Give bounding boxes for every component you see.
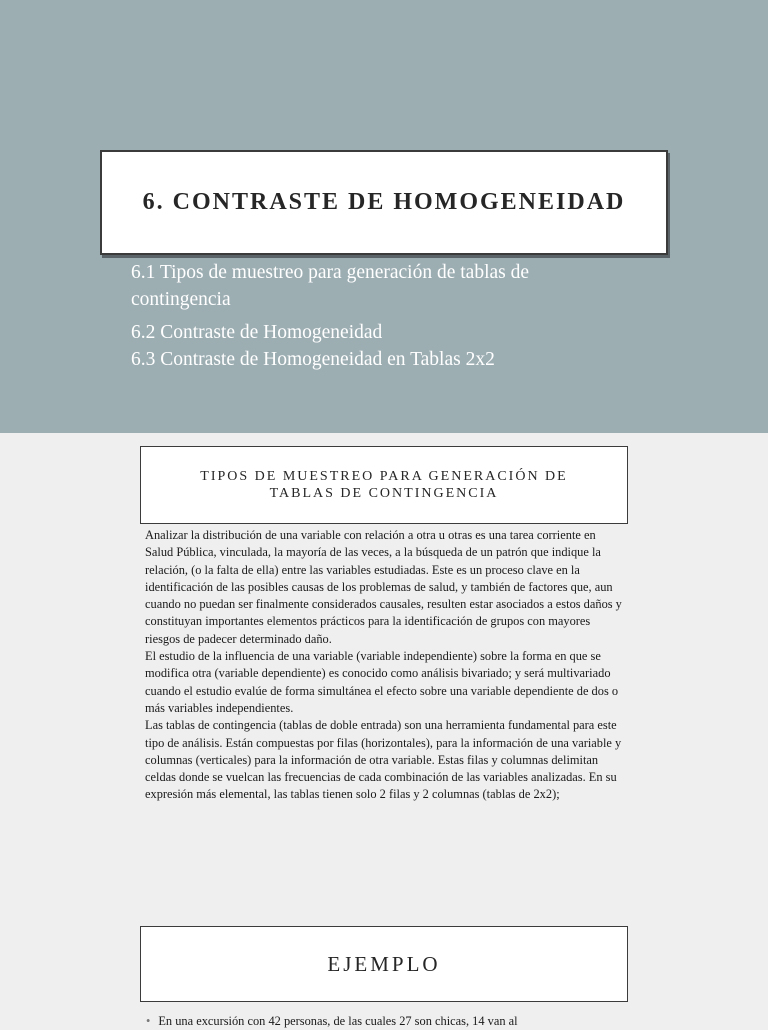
example-title-box	[140, 926, 628, 1002]
body-text	[145, 527, 625, 804]
slide-title: TIPOS DE MUESTREO PARA GENERACIÓN DE TABLAS DE CONTINGENCIA	[200, 469, 568, 501]
toc-item: 6.1 Tipos de muestreo para generación de tablas de contingencia	[131, 262, 530, 310]
toc-item: 6.2 Contraste de Homogeneidad	[131, 322, 383, 343]
slide-title-box	[140, 446, 628, 524]
bullet-icon: •	[146, 1014, 151, 1028]
example-title: EJEMPLO	[327, 951, 441, 976]
paragraph: Las tablas de contingencia (tablas de doble entrada) son una herramienta fundamental para este tipo de análisis. Están compuestas por filas (horizontales), para la información de una variable y columnas (verticales) para la información de otra variable. Estas filas y columnas delimitan celdas donde se vuelcan las frecuencias de cada combinación de las variables analizadas. En su expresión más elemental, las tablas tienen solo 2 filas y 2 columnas (tablas de 2x2);	[145, 718, 622, 802]
paragraph: El estudio de la influencia de una variable (variable independiente) sobre la forma en que se modifica otra (variable dependiente) es conocido como análisis bivariado; y será multivariado cuando el estudio evalúe de forma simultánea el efecto sobre una variable dependiente de dos o más variables independientes.	[145, 649, 619, 715]
slide-section-title	[0, 0, 768, 433]
table-of-contents	[131, 259, 631, 373]
example-bullet	[146, 1013, 616, 1030]
bullet-text: En una excursión con 42 personas, de las cuales 27 son chicas, 14 van al	[158, 1014, 518, 1028]
toc-item: 6.3 Contraste de Homogeneidad en Tablas 2x2	[131, 349, 495, 370]
section-title: 6. CONTRASTE DE HOMOGENEIDAD	[142, 189, 626, 215]
paragraph: Analizar la distribución de una variable con relación a otra u otras es una tarea corriente en Salud Pública, vinculada, la mayoría de las veces, a la búsqueda de un patrón que indique la relación, (o la falta de ella) entre las variables estudiadas. Este es un proceso clave en la identificación de las posibles causas de los problemas de salud, y también de factores que, aun cuando no puedan ser finalmente considerados causales, resulten estar asociados a estos daños y constituyan importantes elementos prácticos para la identificación de grupos con mayores riesgos de padecer determinado daño.	[145, 528, 622, 646]
title-box	[100, 150, 668, 255]
